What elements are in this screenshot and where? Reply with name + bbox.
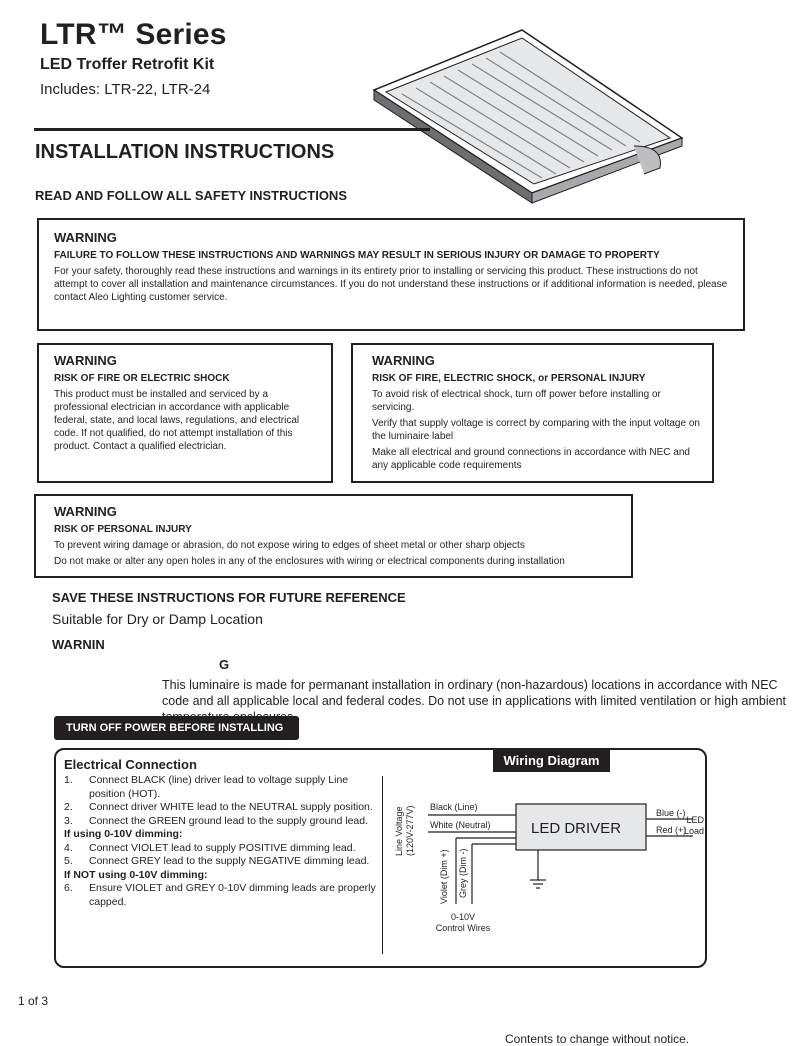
save-instructions-heading: SAVE THESE INSTRUCTIONS FOR FUTURE REFERENCE [52, 590, 406, 605]
warning-body: This product must be installed and serviced by a professional electrician in accordance with applicable federal, state, and local laws, regulations, and electrical code. If not qualified, do not attempt installation of this product. Contact a qualified electrician. [54, 389, 300, 452]
panel-divider [382, 776, 383, 954]
warning-general-box [37, 218, 745, 331]
ground-icon [530, 850, 546, 888]
step-text: Connect BLACK (line) driver lead to voltage supply Line position (HOT). [89, 774, 349, 800]
footer-note: Contents to change without notice. [505, 1032, 690, 1046]
warning-label-part-2: G [219, 657, 230, 672]
led-driver-label: LED DRIVER [531, 820, 622, 837]
warning-subtitle: FAILURE TO FOLLOW THESE INSTRUCTIONS AND WARNINGS MAY RESULT IN SERIOUS INJURY OR DAMAGE TO PROPERTY [54, 250, 660, 261]
warning-title: WARNING [54, 353, 117, 368]
step-item [64, 774, 384, 801]
warning-body-2: Do not make or alter any open holes in any of the enclosures with wiring or electrical components during installation [54, 556, 565, 567]
control-voltage-label: 0-10V [450, 912, 476, 922]
step-number: 1. [64, 774, 73, 786]
step-number: 5. [64, 855, 73, 867]
connection-steps [64, 774, 384, 909]
warning-title: WARNING [372, 353, 435, 368]
turn-off-power-banner: TURN OFF POWER BEFORE INSTALLING [54, 716, 299, 740]
dimming-heading: If using 0-10V dimming: [64, 828, 183, 840]
document-subtitle: LED Troffer Retrofit Kit [40, 56, 215, 73]
red-wire-label: Red (+) [656, 825, 687, 835]
control-wires-label: Control Wires [435, 923, 491, 933]
violet-wire-label: Violet (Dim +) [439, 849, 449, 904]
step-text: Connect VIOLET lead to supply POSITIVE dimming lead. [89, 841, 356, 854]
document-title: LTR™ Series [40, 18, 227, 51]
warning-personal-injury-box [34, 494, 633, 578]
line-voltage-label: Line Voltage [394, 806, 404, 856]
wiring-diagram-title: Wiring Diagram [493, 749, 610, 772]
warning-body-2: Verify that supply voltage is correct by comparing with the input voltage on the luminaire label [372, 418, 700, 442]
step-text: Connect the GREEN ground lead to the supply ground lead. [89, 814, 369, 827]
location-rating: Suitable for Dry or Damp Location [52, 611, 263, 627]
warning-title: WARNING [54, 230, 117, 245]
led-label: LED [686, 815, 704, 825]
black-wire-label: Black (Line) [430, 802, 478, 812]
step-item [64, 842, 384, 856]
step-text: Ensure VIOLET and GREY 0-10V dimming leads are properly capped. [89, 882, 376, 908]
grey-wire-label: Grey (Dim -) [458, 848, 468, 898]
includes-models: Includes: LTR-22, LTR-24 [40, 81, 211, 98]
load-label: Load [683, 826, 704, 836]
header-rule [34, 128, 430, 131]
warning-fire-shock-injury-box [351, 343, 714, 483]
page-number: 1 of 3 [18, 994, 49, 1008]
safety-heading: READ AND FOLLOW ALL SAFETY INSTRUCTIONS [35, 188, 347, 203]
blue-wire-label: Blue (-) [656, 808, 686, 818]
warning-label-part-1: WARNIN [52, 637, 105, 652]
step-item [64, 815, 384, 829]
step-item [64, 855, 384, 869]
step-number: 3. [64, 814, 73, 827]
warning-subtitle: RISK OF FIRE OR ELECTRIC SHOCK [54, 373, 230, 384]
voltage-range-label: (120V-277V) [405, 805, 415, 856]
step-number: 6. [64, 882, 73, 894]
wiring-diagram [388, 776, 704, 956]
warning-title: WARNING [54, 504, 117, 519]
warning-body-3: Make all electrical and ground connections in accordance with NEC and any applicable code requirements [372, 447, 690, 471]
step-item [64, 882, 384, 909]
white-wire-label: White (Neutral) [430, 820, 491, 830]
step-number: 2. [64, 801, 73, 813]
warning-subtitle: RISK OF PERSONAL INJURY [54, 524, 192, 535]
step-text: Connect driver WHITE lead to the NEUTRAL supply position. [89, 801, 373, 813]
warning-body-1: To avoid risk of electrical shock, turn off power before installing or servicing. [372, 389, 661, 413]
troffer-fixture-illustration [372, 28, 684, 196]
warning-body-1: To prevent wiring damage or abrasion, do not expose wiring to edges of sheet metal or other sharp objects [54, 540, 525, 551]
installation-heading: INSTALLATION INSTRUCTIONS [35, 141, 335, 163]
luminaire-installation-text: This luminaire is made for permanant installation in ordinary (non-hazardous) locations in accordance with NEC code and all applicable local and federal codes. Do not use in applications with limited ventilation or high ambient [162, 678, 786, 708]
step-text: Connect GREY lead to the supply NEGATIVE dimming lead. [89, 855, 370, 867]
no-dimming-heading: If NOT using 0-10V dimming: [64, 868, 208, 881]
electrical-connection-title: Electrical Connection [64, 757, 197, 772]
step-item [64, 801, 384, 815]
step-number: 4. [64, 841, 73, 854]
warning-body: For your safety, thoroughly read these instructions and warnings in its entirety prior to installing or servicing this product. These instructions do not attempt to cover all installation and maintenance circumstances. If you do not understand these instructions or if additional information is needed, please contact Aleo Lighting customer service. [54, 266, 728, 303]
warning-subtitle: RISK OF FIRE, ELECTRIC SHOCK, or PERSONAL INJURY [372, 373, 646, 384]
warning-fire-shock-box [37, 343, 333, 483]
